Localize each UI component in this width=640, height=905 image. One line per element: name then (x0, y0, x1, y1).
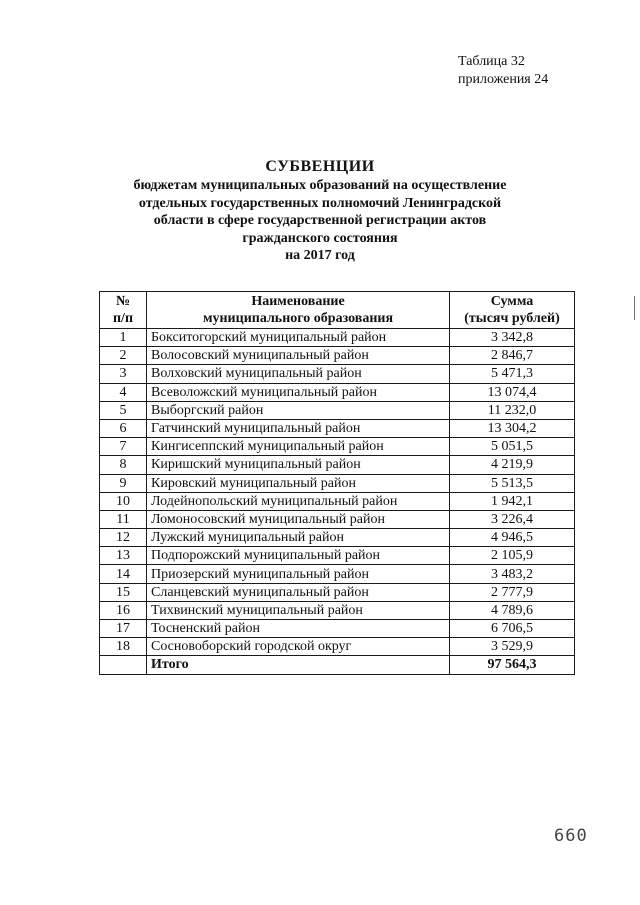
row-number: 15 (100, 583, 147, 601)
table-row (100, 510, 575, 528)
row-number: 8 (100, 456, 147, 474)
row-number: 7 (100, 438, 147, 456)
row-sum: 1 942,1 (450, 492, 575, 510)
row-sum: 4 789,6 (450, 601, 575, 619)
table-row (100, 620, 575, 638)
reference-table-number: Таблица 32 (458, 54, 525, 69)
table-header (100, 292, 575, 329)
row-sum: 5 051,5 (450, 438, 575, 456)
row-number: 3 (100, 365, 147, 383)
row-municipality: Кингисеппский муниципальный район (147, 438, 450, 456)
row-number: 4 (100, 383, 147, 401)
row-sum: 11 232,0 (450, 401, 575, 419)
header-name-line-1: Наименование (251, 294, 345, 309)
row-municipality: Волосовский муниципальный район (147, 347, 450, 365)
header-sum (450, 292, 575, 329)
table-row (100, 456, 575, 474)
table-row (100, 547, 575, 565)
row-number: 14 (100, 565, 147, 583)
row-sum: 4 946,5 (450, 529, 575, 547)
table-row (100, 419, 575, 437)
row-number: 18 (100, 638, 147, 656)
row-municipality: Подпорожский муниципальный район (147, 547, 450, 565)
row-municipality: Тихвинский муниципальный район (147, 601, 450, 619)
table-row (100, 583, 575, 601)
scan-edge-mark (634, 296, 635, 320)
row-sum: 2 777,9 (450, 583, 575, 601)
row-municipality: Бокситогорский муниципальный район (147, 329, 450, 347)
row-number: 12 (100, 529, 147, 547)
header-name (147, 292, 450, 329)
reference-appendix-number: приложения 24 (458, 72, 549, 87)
header-sum-line-2: (тысяч рублей) (464, 311, 560, 326)
title-year: на 2017 год (285, 248, 355, 263)
page-number: 660 (554, 826, 588, 846)
row-municipality: Ломоносовский муниципальный район (147, 510, 450, 528)
table-row (100, 438, 575, 456)
row-number: 5 (100, 401, 147, 419)
title-line-2: отдельных государственных полномочий Ленинградской (138, 195, 502, 211)
row-municipality: Волховский муниципальный район (147, 365, 450, 383)
row-number: 1 (100, 329, 147, 347)
document-title (0, 157, 640, 265)
table-row (100, 492, 575, 510)
table-reference (458, 53, 548, 89)
subvention-table (99, 291, 575, 675)
row-sum: 13 304,2 (450, 419, 575, 437)
total-label: Итого (147, 656, 450, 674)
table-header-row (100, 292, 575, 329)
total-sum: 97 564,3 (450, 656, 575, 674)
row-municipality: Сланцевский муниципальный район (147, 583, 450, 601)
row-number: 9 (100, 474, 147, 492)
table-row (100, 365, 575, 383)
row-number: 11 (100, 510, 147, 528)
row-municipality: Гатчинский муниципальный район (147, 419, 450, 437)
row-municipality: Приозерский муниципальный район (147, 565, 450, 583)
row-number: 16 (100, 601, 147, 619)
row-municipality: Выборгский район (147, 401, 450, 419)
row-sum: 2 846,7 (450, 347, 575, 365)
header-sum-line-1: Сумма (490, 294, 534, 309)
row-municipality: Сосновоборский городской округ (147, 638, 450, 656)
table-row (100, 565, 575, 583)
table-row (100, 638, 575, 656)
row-sum: 5 471,3 (450, 365, 575, 383)
title-line-1: бюджетам муниципальных образований на осуществление (133, 178, 507, 193)
row-sum: 3 226,4 (450, 510, 575, 528)
row-sum: 13 074,4 (450, 383, 575, 401)
table-row (100, 401, 575, 419)
row-number: 6 (100, 419, 147, 437)
header-number-line-1: № (115, 294, 131, 309)
row-municipality: Кировский муниципальный район (147, 474, 450, 492)
row-sum: 3 342,8 (450, 329, 575, 347)
row-municipality: Лодейнопольский муниципальный район (147, 492, 450, 510)
title-line-4: гражданского состояния (242, 230, 398, 246)
row-municipality: Лужский муниципальный район (147, 529, 450, 547)
header-number-line-2: п/п (112, 311, 134, 326)
table-total-row (100, 656, 575, 674)
row-number: 13 (100, 547, 147, 565)
header-number (100, 292, 147, 329)
table-row (100, 474, 575, 492)
row-sum: 3 483,2 (450, 565, 575, 583)
row-number: 2 (100, 347, 147, 365)
row-municipality: Тосненский район (147, 620, 450, 638)
row-sum: 5 513,5 (450, 474, 575, 492)
table-row (100, 347, 575, 365)
row-sum: 6 706,5 (450, 620, 575, 638)
total-number-cell (100, 656, 147, 674)
row-municipality: Всеволожский муниципальный район (147, 383, 450, 401)
row-sum: 2 105,9 (450, 547, 575, 565)
table-row (100, 329, 575, 347)
title-line-3: области в сфере государственной регистрации актов (153, 213, 487, 228)
table-body (100, 329, 575, 675)
table-row (100, 601, 575, 619)
row-sum: 3 529,9 (450, 638, 575, 656)
title-heading: СУБВЕНЦИИ (265, 158, 375, 175)
table-row (100, 383, 575, 401)
row-number: 17 (100, 620, 147, 638)
table-row (100, 529, 575, 547)
row-municipality: Киришский муниципальный район (147, 456, 450, 474)
header-name-line-2: муниципального образования (202, 311, 394, 326)
row-sum: 4 219,9 (450, 456, 575, 474)
row-number: 10 (100, 492, 147, 510)
